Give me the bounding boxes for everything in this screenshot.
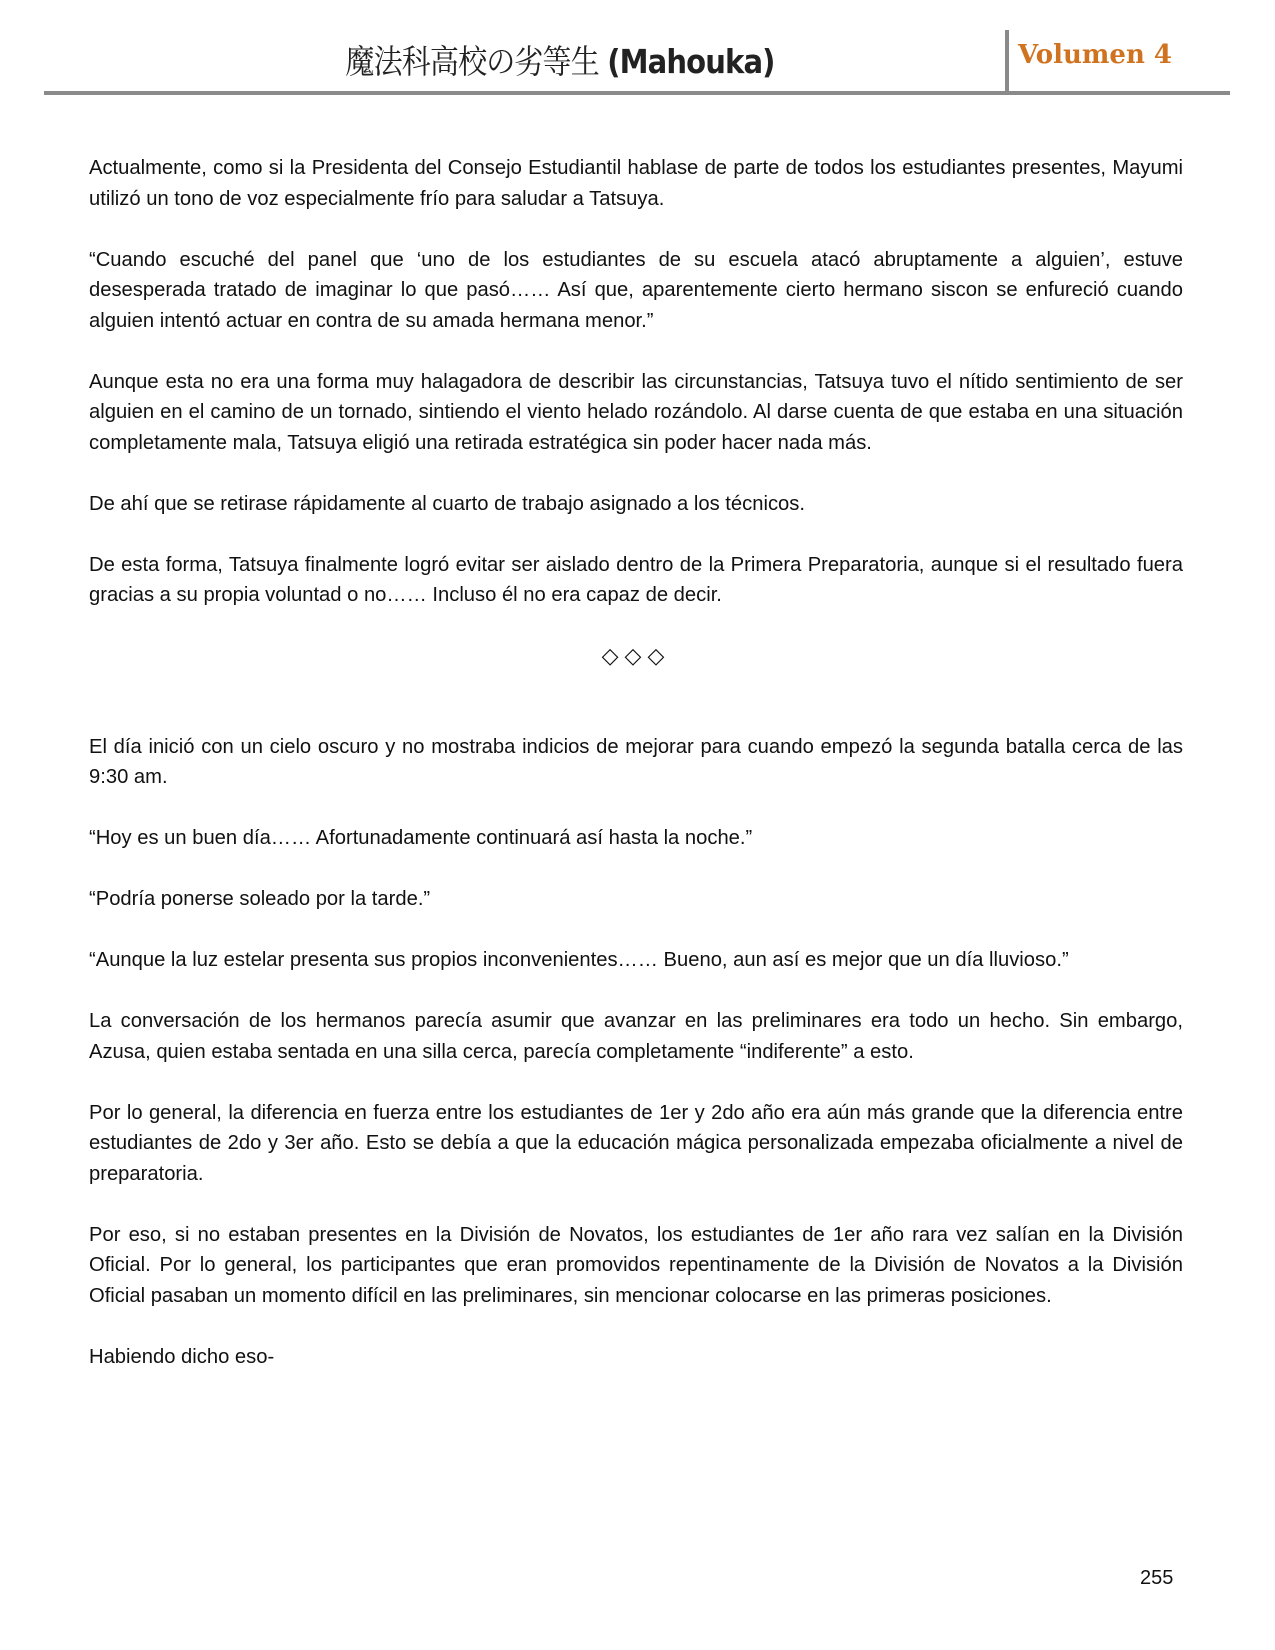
header-volume: Volumen 4 (1018, 40, 1173, 70)
paragraph: Por eso, si no estaban presentes en la División de Novatos, los estudiantes de 1er año rara vez salían en la División Oficial. Por lo general, los participantes que eran promovidos repentinamente de la División de Novatos a la División Oficial pasaban un momento difícil en las preliminares, sin mencionar colocarse en las primeras posiciones. (89, 1223, 1183, 1307)
header-divider (1005, 30, 1009, 94)
paragraph: De ahí que se retirase rápidamente al cuarto de trabajo asignado a los técnicos. (89, 492, 805, 515)
page-number: 255 (1140, 1567, 1174, 1589)
paragraph: Actualmente, como si la Presidenta del Consejo Estudiantil hablase de parte de todos los estudiantes presentes, Mayumi utilizó un tono de voz especialmente frío para saludar a Tatsuya. (89, 157, 1183, 210)
header-title-latin: (Mahouka) (607, 42, 775, 81)
paragraph: Habiendo dicho eso- (89, 1345, 275, 1368)
paragraph: Aunque esta no era una forma muy halagadora de describir las circunstancias, Tatsuya tuvo el nítido sentimiento de ser alguien en el camino de un tornado, sintiendo el viento helado rozándolo. Al darse cuenta de que estaba en una situación completamente mala, Tatsuya eligió una retirada estratégica sin poder hacer nada más. (89, 370, 1183, 454)
paragraph: “Aunque la luz estelar presenta sus propios inconvenientes…… Bueno, aun así es mejor que un día lluvioso.” (89, 949, 1069, 971)
paragraph: El día inició con un cielo oscuro y no mostraba indicios de mejorar para cuando empezó la segunda batalla cerca de las 9:30 am. (89, 735, 1183, 788)
page-header-title (243, 36, 877, 83)
paragraph: “Hoy es un buen día…… Afortunadamente continuará así hasta la noche.” (89, 827, 753, 849)
header-title-japanese: 魔法科高校の劣等生 (345, 42, 599, 81)
page-body (89, 153, 1183, 1403)
scene-separator: ◇◇◇ (601, 643, 671, 668)
header-rule (44, 91, 1230, 95)
paragraph: De esta forma, Tatsuya finalmente logró evitar ser aislado dentro de la Primera Preparatoria, aunque si el resultado fuera gracias a su propia voluntad o no…… Incluso él no era capaz de decir. (89, 553, 1183, 606)
paragraph: “Cuando escuché del panel que ‘uno de los estudiantes de su escuela atacó abruptamente a alguien’, estuve desesperada tratado de imaginar lo que pasó…… Así que, aparentemente cierto hermano siscon se enfureció cuando alguien intentó actuar en contra de su amada hermana menor.” (89, 248, 1183, 332)
paragraph: Por lo general, la diferencia en fuerza entre los estudiantes de 1er y 2do año era aún más grande que la diferencia entre estudiantes de 2do y 3er año. Esto se debía a que la educación mágica personalizada empezaba oficialmente a nivel de preparatoria. (89, 1101, 1183, 1185)
paragraph: “Podría ponerse soleado por la tarde.” (89, 888, 431, 910)
paragraph: La conversación de los hermanos parecía asumir que avanzar en las preliminares era todo un hecho. Sin embargo, Azusa, quien estaba sentada en una silla cerca, parecía completamente “indiferente” a esto. (89, 1010, 1183, 1063)
